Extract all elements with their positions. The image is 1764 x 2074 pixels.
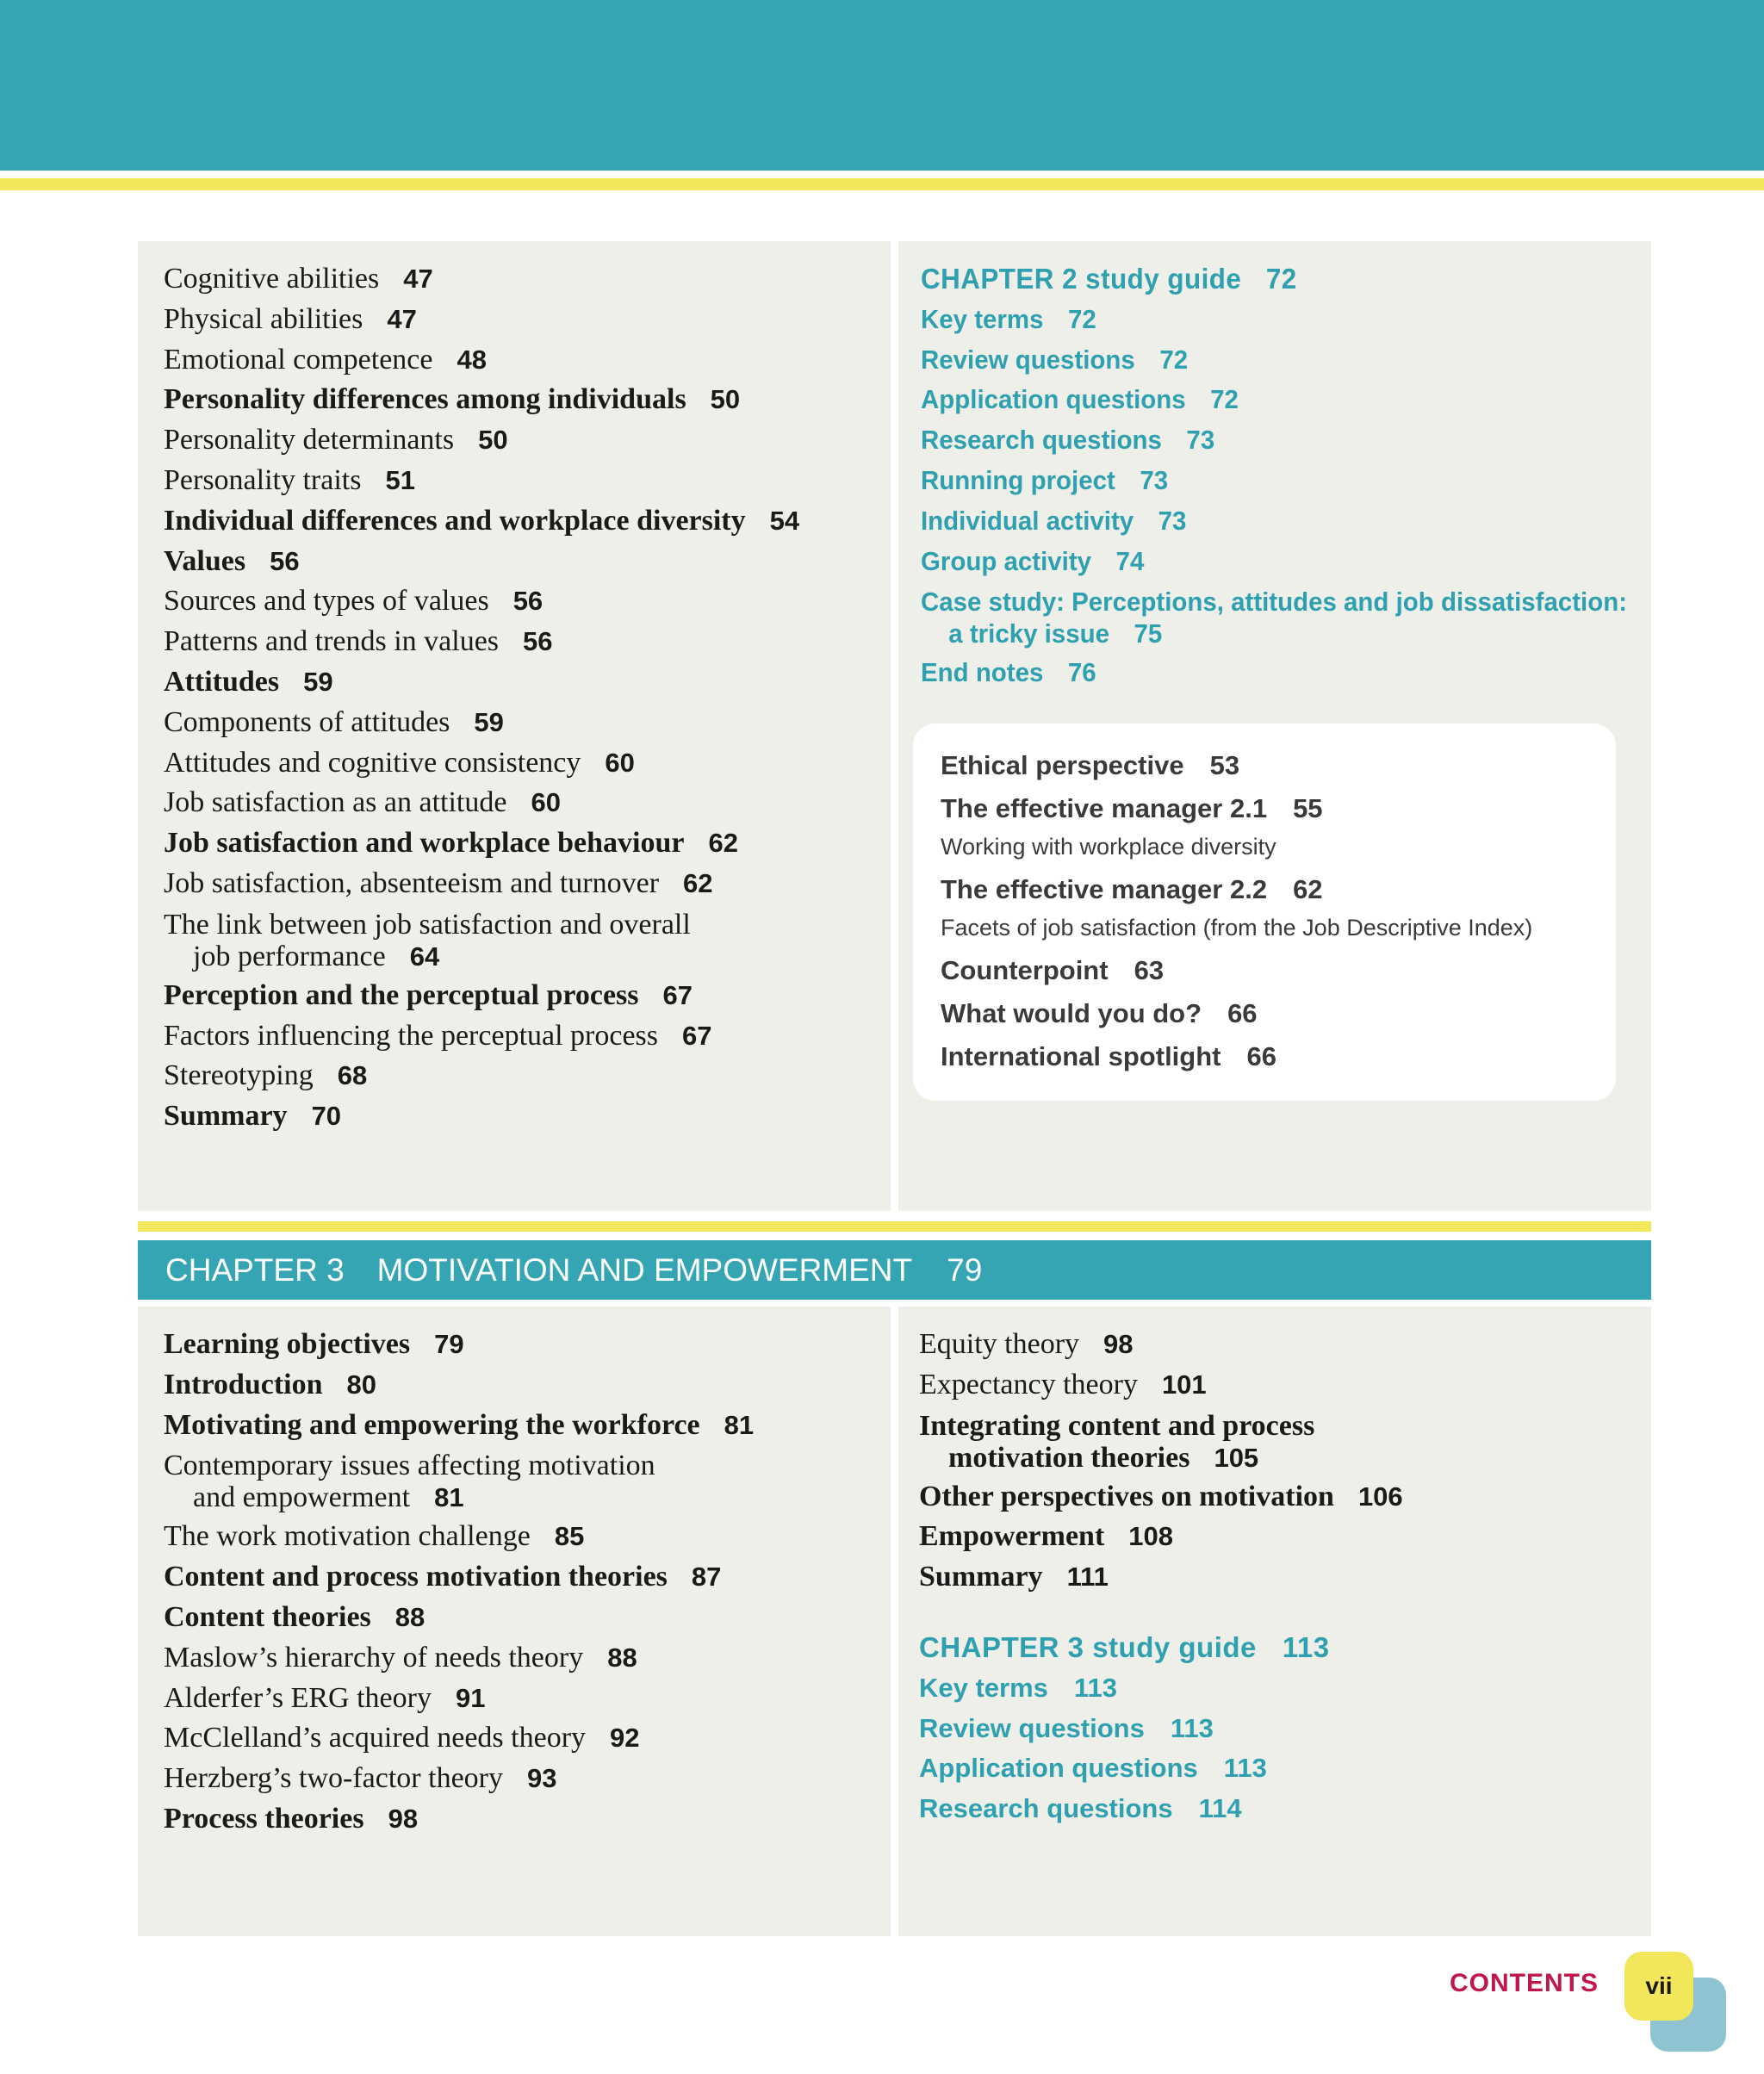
entry-label: Factors influencing the perceptual process (164, 1019, 659, 1052)
toc-entry (164, 1598, 754, 1638)
entry-page: 80 (346, 1369, 377, 1400)
entry-page: 56 (512, 586, 543, 617)
header-band (0, 0, 1764, 171)
toc-entry (164, 1517, 754, 1557)
entry-label: Physical abilities (164, 302, 363, 335)
toc-entry (164, 904, 799, 976)
toc-entry (164, 1016, 799, 1057)
feature-entry (941, 1035, 1532, 1078)
header-stripe (0, 178, 1764, 190)
feature-entry (941, 744, 1532, 787)
entry-page: 85 (554, 1521, 585, 1552)
entry-label: Herzberg’s two-factor theory (164, 1762, 503, 1795)
entry-label: The effective manager 2.1 (941, 793, 1268, 823)
entry-label-continued (164, 941, 799, 972)
entry-page: 59 (474, 706, 504, 737)
entry-label-line2: and empowerment (193, 1481, 411, 1514)
entry-label: Attitudes (164, 665, 280, 698)
entry-label: Stereotyping (164, 1059, 314, 1092)
entry-page: 101 (1161, 1369, 1207, 1400)
entry-page: 72 (1265, 263, 1297, 295)
toc-entry (164, 340, 799, 381)
entry-page: 98 (1103, 1329, 1134, 1359)
entry-label: Learning objectives (164, 1328, 411, 1360)
entry-page: 88 (607, 1642, 637, 1673)
entry-label-continued (164, 1481, 754, 1513)
entry-page: 114 (1198, 1793, 1242, 1824)
entry-page: 70 (311, 1101, 342, 1132)
footer-contents-label: CONTENTS (1450, 1969, 1599, 1997)
toc-entry (164, 976, 799, 1016)
toc-entry (164, 622, 799, 662)
toc-entry (164, 1799, 754, 1840)
entry-page: 48 (457, 344, 487, 375)
study-guide-entry (921, 581, 1627, 653)
entry-label: Key terms (921, 303, 1044, 334)
entry-page: 87 (691, 1562, 722, 1593)
toc-entry (164, 380, 799, 420)
entry-label-continued (919, 1442, 1403, 1474)
entry-label: Personality traits (164, 463, 362, 496)
entry-page: 106 (1357, 1481, 1403, 1512)
entry-label: Patterns and trends in values (164, 625, 500, 658)
toc-entry (164, 662, 799, 703)
toc-entry (164, 823, 799, 864)
toc-entry (164, 1325, 754, 1365)
entry-label: International spotlight (941, 1041, 1221, 1071)
feature-entry (941, 949, 1532, 992)
entry-page: 64 (409, 941, 440, 972)
study-guide-entry (919, 1668, 1330, 1709)
entry-page: 81 (724, 1409, 755, 1440)
entry-label: Empowerment (919, 1520, 1105, 1553)
toc-entry (919, 1477, 1403, 1518)
entry-page: 72 (1067, 303, 1096, 334)
toc-entry (164, 542, 799, 582)
entry-page: 88 (394, 1601, 425, 1632)
entry-page: 56 (523, 626, 553, 657)
entry-label: Research questions (919, 1793, 1173, 1824)
entry-page: 108 (1128, 1521, 1174, 1552)
entry-label-line2: job performance (193, 940, 386, 972)
entry-page: 113 (1073, 1672, 1117, 1703)
chapter2-study-guide-list (921, 259, 1627, 693)
entry-page: 56 (270, 545, 300, 576)
entry-page: 79 (434, 1329, 464, 1359)
study-guide-entry (921, 340, 1627, 381)
entry-page: 81 (434, 1482, 464, 1513)
entry-label: Content theories (164, 1600, 371, 1633)
toc-entry (164, 461, 799, 501)
toc-entry (164, 259, 799, 300)
entry-page: 113 (1282, 1631, 1330, 1663)
chapter3-page: 79 (947, 1252, 983, 1288)
entry-label: Components of attitudes (164, 705, 450, 738)
study-guide-entry (921, 420, 1627, 461)
study-guide-entry (921, 501, 1627, 542)
entry-subtitle: Facets of job satisfaction (from the Job Descriptive Index) (941, 915, 1533, 941)
toc-entry (164, 300, 799, 340)
feature-entry (941, 868, 1532, 944)
entry-label: Group activity (921, 545, 1092, 576)
toc-entry (164, 1096, 799, 1137)
entry-page: 105 (1214, 1442, 1259, 1473)
entry-page: 73 (1158, 505, 1187, 536)
toc-entry (164, 703, 799, 743)
toc-entry (164, 1638, 754, 1679)
chapter3-heading-bar (138, 1240, 1651, 1300)
entry-label-line2: motivation theories (948, 1441, 1190, 1474)
toc-entry (164, 1759, 754, 1799)
entry-label: Running project (921, 464, 1115, 495)
chapter-divider-stripe (138, 1221, 1651, 1232)
chapter3-number: CHAPTER 3 (165, 1252, 345, 1288)
study-guide-entry (919, 1748, 1330, 1789)
feature-entry (941, 787, 1532, 863)
entry-label: Contemporary issues affecting motivation (164, 1450, 655, 1482)
toc-entry (164, 1557, 754, 1598)
study-guide-entry (919, 1709, 1330, 1749)
entry-page: 53 (1209, 750, 1240, 780)
entry-page: 113 (1223, 1753, 1267, 1784)
entry-page: 60 (531, 787, 561, 818)
entry-page: 73 (1186, 425, 1215, 456)
toc-entry (164, 420, 799, 461)
entry-label: The link between job satisfaction and overall (164, 908, 691, 941)
toc-entry (919, 1365, 1403, 1406)
entry-label: Counterpoint (941, 955, 1109, 985)
entry-page: 62 (708, 828, 738, 859)
entry-label: Review questions (919, 1712, 1145, 1743)
entry-page: 111 (1066, 1562, 1109, 1593)
study-guide-entry (921, 380, 1627, 420)
study-guide-entry (921, 653, 1627, 693)
entry-page: 91 (455, 1682, 486, 1713)
entry-label: Case study: Perceptions, attitudes and job dissatisfaction: (921, 587, 1628, 618)
entry-page: 62 (1293, 874, 1323, 904)
entry-label: Expectancy theory (919, 1368, 1138, 1400)
entry-label: Perception and the perceptual process (164, 978, 639, 1011)
chapter3-toc-right-list (919, 1325, 1403, 1598)
toc-entry (164, 1056, 799, 1096)
study-guide-heading (921, 259, 1627, 300)
toc-entry (164, 1445, 754, 1517)
entry-page: 93 (527, 1763, 557, 1794)
toc-entry (164, 501, 799, 542)
entry-page: 92 (610, 1723, 640, 1754)
entry-label: Summary (919, 1561, 1043, 1593)
entry-label: Attitudes and cognitive consistency (164, 746, 581, 779)
page-number: vii (1624, 1952, 1693, 2021)
entry-page: 50 (710, 384, 741, 415)
entry-page: 72 (1159, 344, 1189, 375)
entry-label: CHAPTER 3 study guide (919, 1631, 1257, 1663)
entry-label: Content and process motivation theories (164, 1561, 668, 1593)
chapter3-toc-left-list (164, 1325, 754, 1840)
entry-label-line2: a tricky issue (948, 618, 1109, 649)
entry-label: Personality determinants (164, 424, 455, 456)
entry-label: Introduction (164, 1368, 323, 1400)
toc-entry (164, 1679, 754, 1719)
entry-page: 72 (1210, 384, 1239, 415)
feature-list (941, 744, 1532, 1078)
entry-label: Job satisfaction as an attitude (164, 786, 507, 819)
entry-page: 54 (769, 505, 800, 536)
entry-page: 68 (337, 1060, 368, 1091)
entry-label: Process theories (164, 1802, 364, 1835)
entry-label: Individual activity (921, 505, 1134, 536)
entry-label: Job satisfaction and workplace behaviour (164, 827, 685, 860)
toc-entry (919, 1406, 1403, 1477)
entry-label: Sources and types of values (164, 585, 489, 618)
entry-page: 67 (682, 1020, 712, 1051)
entry-label: Emotional competence (164, 343, 433, 376)
entry-page: 74 (1115, 545, 1145, 576)
entry-label: Equity theory (919, 1328, 1080, 1360)
toc-entry (164, 581, 799, 622)
entry-page: 47 (403, 264, 433, 294)
toc-entry (164, 1406, 754, 1446)
entry-page: 75 (1134, 618, 1163, 649)
entry-page: 73 (1140, 464, 1169, 495)
toc-entry (164, 1365, 754, 1406)
entry-label: The work motivation challenge (164, 1520, 531, 1553)
entry-page: 63 (1134, 955, 1165, 985)
entry-label: McClelland’s acquired needs theory (164, 1722, 587, 1754)
entry-label: Integrating content and process (919, 1409, 1315, 1442)
entry-page: 98 (388, 1803, 419, 1834)
feature-entry (941, 992, 1532, 1035)
entry-page: 47 (387, 303, 417, 334)
entry-label: Personality differences among individuals (164, 383, 686, 416)
entry-page: 59 (303, 666, 333, 697)
entry-label: End notes (921, 657, 1044, 688)
study-guide-entry (921, 461, 1627, 501)
entry-page: 113 (1170, 1712, 1214, 1743)
toc-entry (164, 1718, 754, 1759)
study-guide-entry (919, 1789, 1330, 1829)
entry-page: 55 (1293, 793, 1323, 823)
study-guide-entry (921, 300, 1627, 340)
entry-label: Cognitive abilities (164, 263, 380, 295)
entry-subtitle: Working with workplace diversity (941, 834, 1276, 860)
entry-label: Summary (164, 1100, 288, 1133)
entry-label: Application questions (921, 384, 1186, 415)
chapter2-toc-list (164, 259, 799, 1137)
entry-label: Key terms (919, 1672, 1048, 1703)
entry-label: Maslow’s hierarchy of needs theory (164, 1641, 584, 1673)
entry-page: 67 (662, 979, 693, 1010)
entry-page: 76 (1067, 657, 1096, 688)
entry-page: 66 (1227, 998, 1258, 1028)
entry-label: Individual differences and workplace diversity (164, 504, 746, 537)
entry-label: Job satisfaction, absenteeism and turnover (164, 866, 660, 899)
study-guide-entry (921, 542, 1627, 582)
chapter3-study-guide-list (919, 1628, 1330, 1829)
toc-entry (919, 1517, 1403, 1557)
entry-label: CHAPTER 2 study guide (921, 263, 1242, 295)
entry-label: What would you do? (941, 998, 1202, 1028)
toc-entry (919, 1325, 1403, 1365)
entry-page: 60 (605, 747, 635, 778)
entry-page: 51 (385, 464, 415, 495)
entry-label: Ethical perspective (941, 750, 1184, 780)
entry-label: Motivating and empowering the workforce (164, 1408, 700, 1441)
toc-entry (164, 743, 799, 784)
entry-label: Application questions (919, 1753, 1198, 1784)
entry-label: Other perspectives on motivation (919, 1480, 1334, 1512)
entry-label-continued (921, 618, 1627, 649)
entry-label: Research questions (921, 425, 1162, 456)
entry-label: Values (164, 544, 246, 577)
entry-label: Review questions (921, 344, 1135, 375)
entry-page: 62 (683, 867, 713, 898)
entry-label: The effective manager 2.2 (941, 874, 1268, 904)
chapter3-title: MOTIVATION AND EMPOWERMENT (376, 1252, 913, 1288)
toc-entry (164, 783, 799, 823)
entry-page: 66 (1246, 1041, 1276, 1071)
toc-entry (164, 864, 799, 904)
entry-label: Alderfer’s ERG theory (164, 1681, 432, 1714)
study-guide-heading (919, 1628, 1330, 1668)
entry-page: 50 (478, 425, 508, 456)
toc-entry (919, 1557, 1403, 1598)
